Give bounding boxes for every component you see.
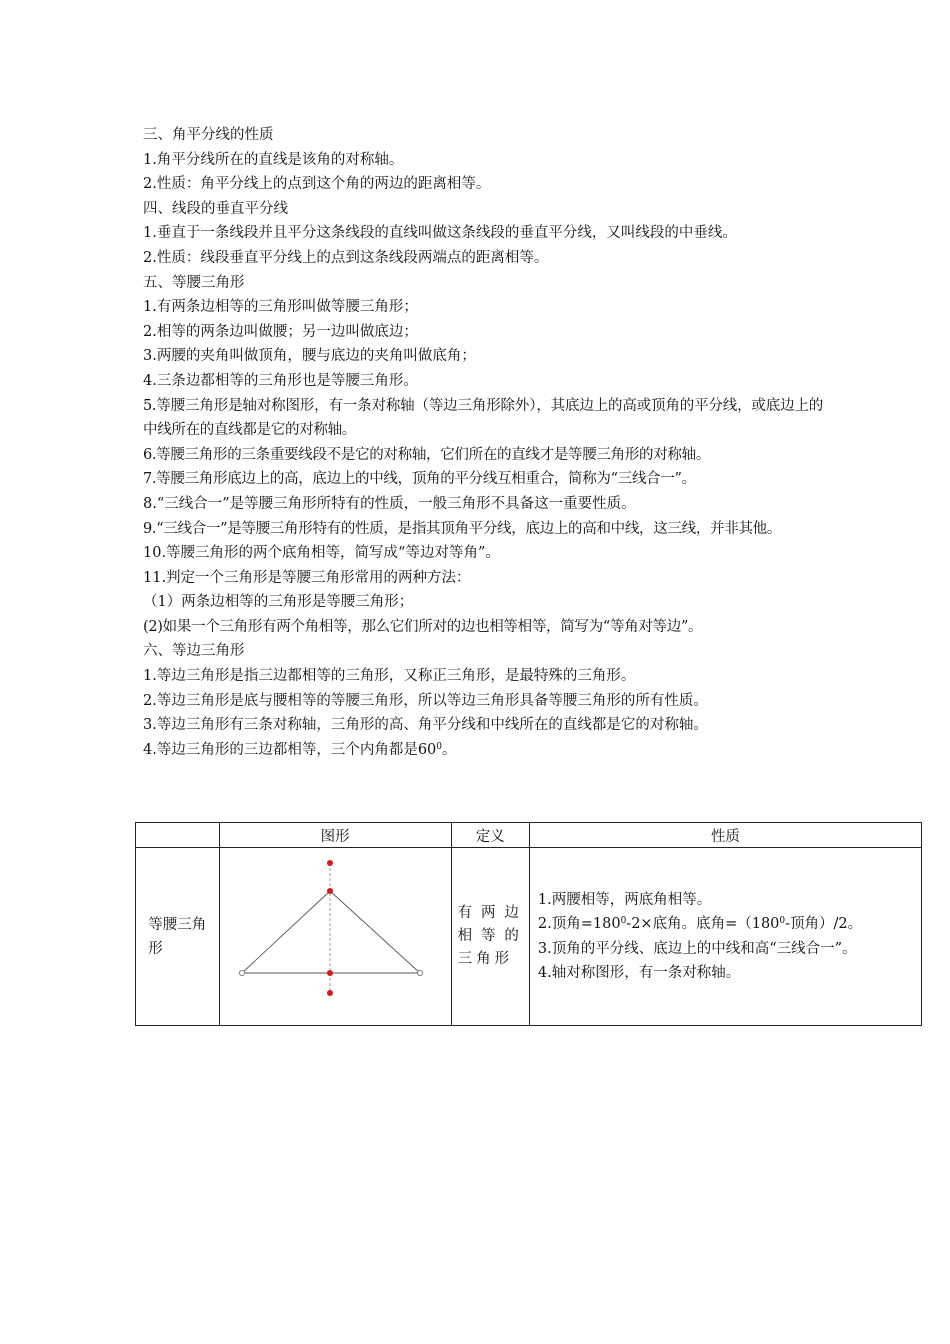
degree-superscript: 0 — [620, 916, 627, 926]
list-item: 3.两腰的夹角叫做顶角，腰与底边的夹角叫做底角； — [143, 348, 476, 365]
document-body — [143, 123, 823, 762]
degree-superscript: 0 — [436, 741, 443, 752]
property-item: 1.两腰相等，两底角相等。 — [537, 891, 712, 908]
list-item: 2.等边三角形是底与腰相等的等腰三角形，所以等边三角形具备等腰三角形的所有性质。 — [143, 692, 708, 709]
list-item: 2.相等的两条边叫做腰；另一边叫做底边； — [143, 323, 418, 340]
list-item-tail: 。 — [442, 741, 457, 758]
base-right-point — [417, 970, 422, 975]
table-header-cell: 性质 — [529, 823, 921, 848]
list-item: 7.等腰三角形底边上的高，底边上的中线，顶角的平分线互相重合，简称为“三线合一”。 — [143, 471, 696, 488]
section-title: 六、等边三角形 — [143, 643, 245, 660]
list-item: 1.垂直于一条线段并且平分这条线段的直线叫做这条线段的垂直平分线，又叫线段的中垂线。 — [143, 225, 737, 242]
table-header-cell: 图形 — [219, 823, 451, 848]
triangle-left-leg — [242, 891, 330, 973]
section-title: 四、线段的垂直平分线 — [143, 200, 288, 217]
list-item: 11.判定一个三角形是等腰三角形常用的两种方法： — [143, 569, 471, 586]
table-header-cell — [136, 823, 220, 848]
isosceles-triangle-figure — [220, 848, 451, 1021]
apex-point — [327, 888, 333, 894]
list-item: 3.等边三角形有三条对称轴，三角形的高、角平分线和中线所在的直线都是它的对称轴。 — [143, 717, 708, 734]
list-item: 5.等腰三角形是轴对称图形，有一条对称轴（等边三角形除外），其底边上的高或顶角的平分线，或底边上的中线所在的直线都是它的对称轴。 — [143, 397, 823, 439]
degree-superscript: 0 — [779, 916, 786, 926]
property-item: 4.轴对称图形，有一条对称轴。 — [537, 965, 741, 981]
list-item: 9.“三线合一”是等腰三角形特有的性质，是指其顶角平分线，底边上的高和中线，这三线，并非其他。 — [143, 520, 782, 537]
axis-bottom-point — [327, 990, 333, 996]
table-header-cell: 定义 — [451, 823, 529, 848]
list-item — [143, 738, 823, 763]
definition-cell: 有两边相等的三角形 — [451, 848, 529, 1026]
list-item: 1.等边三角形是指三边都相等的三角形，又称正三角形，是最特殊的三角形。 — [143, 668, 636, 685]
property-item: 2.顶角$=180^0-2\times$底角。底角$=(180^0-$顶角）/2。 — [537, 916, 863, 932]
comparison-table — [135, 822, 922, 1026]
triangle-right-leg — [330, 891, 420, 973]
table-row — [136, 848, 922, 1026]
list-item: 8.“三线合一”是等腰三角形所特有的性质，一般三角形不具备这一重要性质。 — [143, 495, 636, 512]
section-title: 五、等腰三角形 — [143, 274, 245, 291]
properties-cell — [529, 848, 921, 1026]
list-item: 4.三条边都相等的三角形也是等腰三角形。 — [143, 372, 418, 389]
list-item: 1.角平分线所在的直线是该角的对称轴。 — [143, 151, 404, 168]
properties-list — [538, 888, 921, 986]
shape-name-cell — [136, 848, 220, 1026]
list-item: 2.性质：角平分线上的点到这个角的两边的距离相等。 — [143, 176, 491, 193]
table-header-row — [136, 823, 922, 848]
figure-cell — [219, 848, 451, 1026]
list-item: 1.有两条边相等的三角形叫做等腰三角形； — [143, 299, 418, 316]
property-item: 3.顶角的平分线、底边上的中线和高“三线合一”。 — [537, 940, 857, 957]
shape-name: 等腰三角形 — [148, 916, 207, 957]
axis-top-point — [327, 860, 333, 866]
list-item: 6.等腰三角形的三条重要线段不是它的对称轴，它们所在的直线才是等腰三角形的对称轴。 — [143, 446, 711, 463]
list-item-text: 4.等边三角形的三边都相等，三个内角都是60 — [143, 741, 437, 758]
list-item: 2.性质：线段垂直平分线上的点到这条线段两端点的距离相等。 — [143, 249, 549, 266]
section-title: 三、角平分线的性质 — [143, 127, 274, 143]
base-midpoint — [327, 970, 333, 976]
list-item: （1）两条边相等的三角形是等腰三角形； — [143, 594, 414, 611]
list-item: 10.等腰三角形的两个底角相等，简写成“等边对等角”。 — [143, 545, 500, 562]
base-left-point — [239, 970, 244, 975]
list-item: (2)如果一个三角形有两个角相等，那么它们所对的边也相等相等，简写为“等角对等边”。 — [143, 618, 703, 635]
